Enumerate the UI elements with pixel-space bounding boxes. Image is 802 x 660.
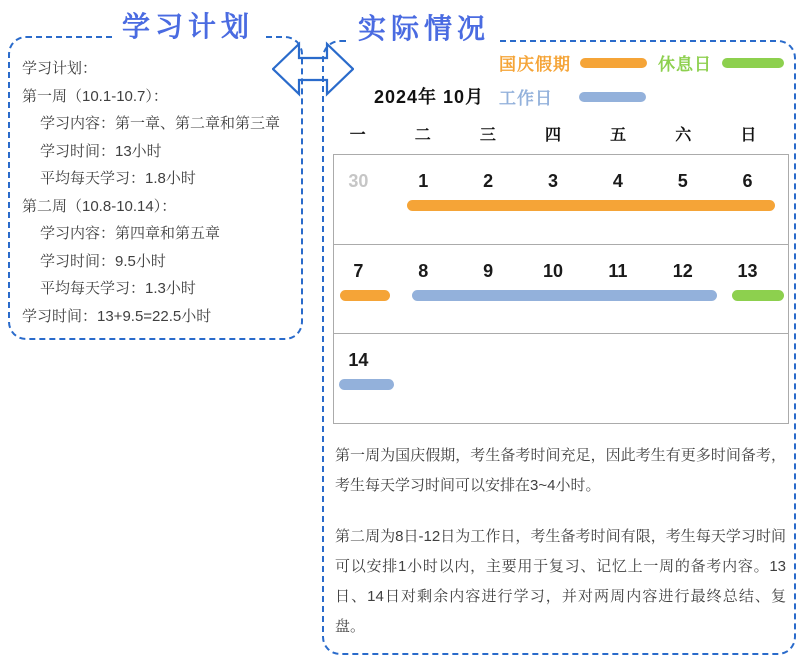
weekday-label: 二 xyxy=(414,127,431,144)
day-number: 30 xyxy=(348,171,369,191)
period-bar-holiday xyxy=(340,290,390,301)
day-number: 14 xyxy=(348,350,369,370)
day-number: 1 xyxy=(418,171,429,191)
calendar-row xyxy=(334,244,788,333)
period-bar-restday xyxy=(732,290,784,301)
calendar-cell xyxy=(723,245,788,333)
legend-swatch-workday xyxy=(579,92,646,102)
calendar-cell xyxy=(658,245,723,333)
plan-line: 学习内容：第一章、第二章和第三章 xyxy=(40,115,281,132)
calendar-cell xyxy=(723,334,788,422)
period-bar-holiday xyxy=(407,200,775,211)
plan-line: 学习时间：13+9.5=22.5小时 xyxy=(22,307,212,325)
calendar-cell xyxy=(464,245,529,333)
legend-item-workday xyxy=(499,84,646,109)
double-arrow-icon xyxy=(272,39,354,99)
day-number: 11 xyxy=(608,261,628,281)
notes xyxy=(335,441,786,660)
study-plan-lines xyxy=(10,38,301,330)
day-number: 13 xyxy=(737,261,758,281)
calendar-table xyxy=(333,154,789,424)
weekday-label: 日 xyxy=(740,127,757,144)
weekday-label: 六 xyxy=(675,127,692,144)
calendar-cell xyxy=(399,245,464,333)
day-number: 6 xyxy=(742,171,753,191)
month-label: 2024年 10月 xyxy=(374,87,485,107)
day-number: 4 xyxy=(612,171,623,191)
calendar-cell xyxy=(334,155,399,244)
calendar-cell xyxy=(529,245,594,333)
calendar-cell xyxy=(658,334,723,422)
legend-swatch-restday xyxy=(722,58,784,68)
day-number: 10 xyxy=(542,261,563,281)
legend-item-restday xyxy=(658,50,784,75)
actual-panel xyxy=(322,40,796,655)
weekday-label: 三 xyxy=(479,127,496,144)
day-number: 12 xyxy=(672,261,693,281)
legend-label-workday: 工作日 xyxy=(499,89,553,108)
calendar-cell xyxy=(334,334,399,422)
calendar-row xyxy=(334,333,788,422)
plan-line: 学习计划： xyxy=(22,60,98,77)
weekday-header xyxy=(333,122,789,146)
plan-line: 学习时间：9.5小时 xyxy=(40,252,166,270)
legend-label-restday: 休息日 xyxy=(658,55,712,74)
plan-line: 学习内容：第四章和第五章 xyxy=(40,225,221,242)
calendar-cell xyxy=(334,245,399,333)
legend-item-holiday xyxy=(499,50,647,75)
plan-line: 第一周（10.1-10.7）： xyxy=(22,87,168,105)
calendar-cell xyxy=(529,334,594,422)
day-number: 8 xyxy=(418,261,429,281)
weekday-label: 一 xyxy=(349,127,366,144)
period-bar-workday xyxy=(339,379,394,390)
calendar-cell xyxy=(593,245,658,333)
note-paragraph: 第一周为国庆假期，考生备考时间充足，因此考生有更多时间备考，考生每天学习时间可以安排在3~4小时。 xyxy=(335,447,786,494)
legend-swatch-holiday xyxy=(580,58,647,68)
period-bar-workday xyxy=(412,290,717,301)
calendar-cell xyxy=(593,334,658,422)
plan-line: 学习时间：13小时 xyxy=(40,142,162,160)
calendar-row xyxy=(334,155,788,244)
study-plan-panel xyxy=(8,36,303,340)
actual-title: 实际情况 xyxy=(348,12,500,46)
study-plan-title: 学习计划 xyxy=(112,10,264,44)
day-number: 3 xyxy=(547,171,558,191)
calendar-cell xyxy=(399,334,464,422)
plan-line: 平均每天学习：1.8小时 xyxy=(40,170,196,187)
weekday-label: 五 xyxy=(610,127,627,144)
calendar-cell xyxy=(464,334,529,422)
day-number: 7 xyxy=(353,261,364,281)
plan-line: 平均每天学习：1.3小时 xyxy=(40,280,196,297)
weekday-label: 四 xyxy=(544,127,561,144)
note-paragraph: 第二周为8日-12日为工作日，考生备考时间有限，考生每天学习时间可以安排1小时以内，主要用于复习、记忆上一周的备考内容。13日、14日对剩余内容进行学习，并对两周内容进行最终总结、复盘。 xyxy=(335,528,786,635)
day-number: 2 xyxy=(483,171,494,191)
day-number: 5 xyxy=(677,171,688,191)
day-number: 9 xyxy=(483,261,494,281)
plan-line: 第二周（10.8-10.14）： xyxy=(22,197,177,215)
legend-label-holiday: 国庆假期 xyxy=(499,55,571,74)
